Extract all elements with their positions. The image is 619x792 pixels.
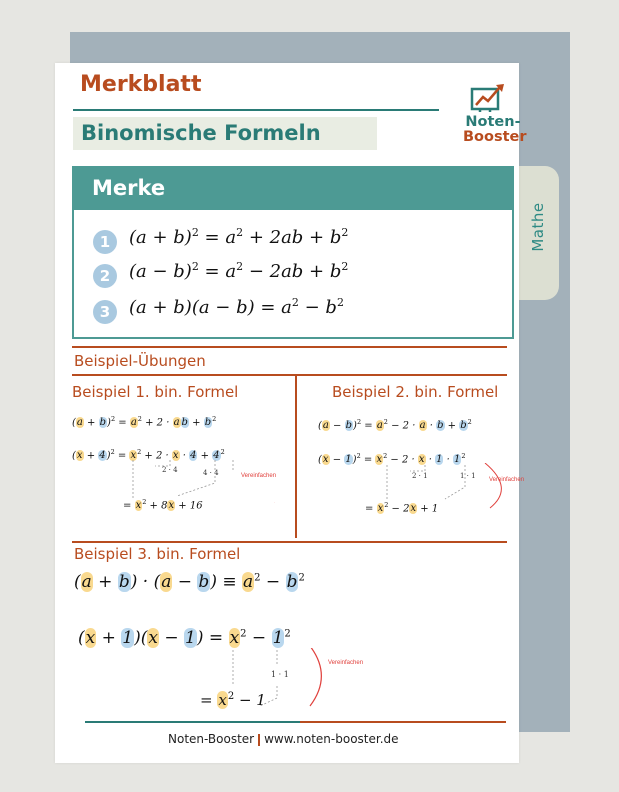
doc-subtitle: Binomische Formeln bbox=[73, 117, 377, 150]
logo-line-1: Noten- bbox=[465, 114, 521, 130]
divider bbox=[72, 374, 507, 376]
example-2-expansion: $(x - 1)^2 = x^2 - 2 \cdot x \cdot 1 \cdot 1^2$ bbox=[318, 452, 466, 466]
example-1-arrows bbox=[115, 458, 275, 508]
formula-number: 1 bbox=[93, 230, 117, 254]
example-3-general: $(a + b) \cdot (a - b) \equiv a^2 - b^2$ bbox=[74, 572, 305, 592]
footer-line-red bbox=[300, 721, 506, 723]
example-2-note: Vereinfachen bbox=[489, 477, 525, 483]
example-1-result: = $x^2 + 8x + 16$ bbox=[123, 498, 203, 512]
footer-url[interactable]: www.noten-booster.de bbox=[264, 732, 399, 746]
example-3-result: = $x^2 - 1$ bbox=[200, 691, 266, 709]
footer-brand: Noten-Booster bbox=[168, 732, 255, 746]
example-3-hint: 1 · 1 bbox=[271, 670, 289, 679]
example-1-note: Vereinfachen bbox=[241, 473, 277, 479]
example-2-title: Beispiel 2. bin. Formel bbox=[332, 383, 499, 401]
example-2-hint-b: 1 · 1 bbox=[460, 472, 476, 480]
example-1-title: Beispiel 1. bin. Formel bbox=[72, 383, 239, 401]
side-tab-label: Mathe bbox=[529, 202, 547, 252]
examples-heading: Beispiel-Übungen bbox=[74, 352, 206, 370]
example-3-expansion: $(x + 1)(x - 1) = x^2 - 1^2$ bbox=[78, 628, 291, 648]
formula-number: 2 bbox=[93, 264, 117, 288]
example-3-arrows bbox=[225, 648, 365, 713]
example-1-general: $(a + b)^2 = a^2 + 2 \cdot a$ $b + b^2$ bbox=[72, 415, 217, 429]
example-1-hint-a: 2 · 4 bbox=[162, 466, 178, 474]
formula-number: 3 bbox=[93, 300, 117, 324]
worksheet bbox=[55, 63, 527, 763]
example-2-hint-a: 2 · 1 bbox=[412, 472, 428, 480]
footer bbox=[168, 732, 399, 746]
formula-3: $(a + b)(a - b) = a^2 - b^2$ bbox=[129, 296, 344, 318]
formula-1: $(a + b)^2 = a^2 + 2ab + b^2$ bbox=[129, 226, 349, 248]
merke-heading: Merke bbox=[72, 166, 514, 210]
footer-line-teal bbox=[85, 721, 300, 723]
title-divider bbox=[73, 109, 439, 111]
example-1-hint-b: 4 · 4 bbox=[203, 469, 219, 477]
example-3-title: Beispiel 3. bin. Formel bbox=[74, 545, 241, 563]
example-3-note: Vereinfachen bbox=[328, 660, 364, 666]
column-divider bbox=[295, 376, 297, 538]
footer-separator bbox=[258, 734, 260, 746]
doc-title: Merkblatt bbox=[80, 72, 202, 97]
divider bbox=[72, 346, 507, 348]
example-2-result: = $x^2 - 2x + 1$ bbox=[365, 501, 439, 515]
logo-line-2: Booster bbox=[463, 129, 527, 145]
example-2-general: $(a - b)^2 = a^2 - 2 \cdot a \cdot b + b^2$ bbox=[318, 418, 472, 432]
formula-2: $(a - b)^2 = a^2 - 2ab + b^2$ bbox=[129, 260, 349, 282]
example-2-arrows bbox=[365, 463, 519, 513]
chart-arrow-icon bbox=[470, 83, 506, 113]
example-1-expansion: $(x + 4)^2 = x^2 + 2 \cdot x \cdot 4 + 4^2$ bbox=[72, 448, 225, 462]
logo-wordmark bbox=[463, 114, 527, 145]
divider bbox=[72, 541, 507, 543]
side-tab bbox=[519, 166, 559, 300]
